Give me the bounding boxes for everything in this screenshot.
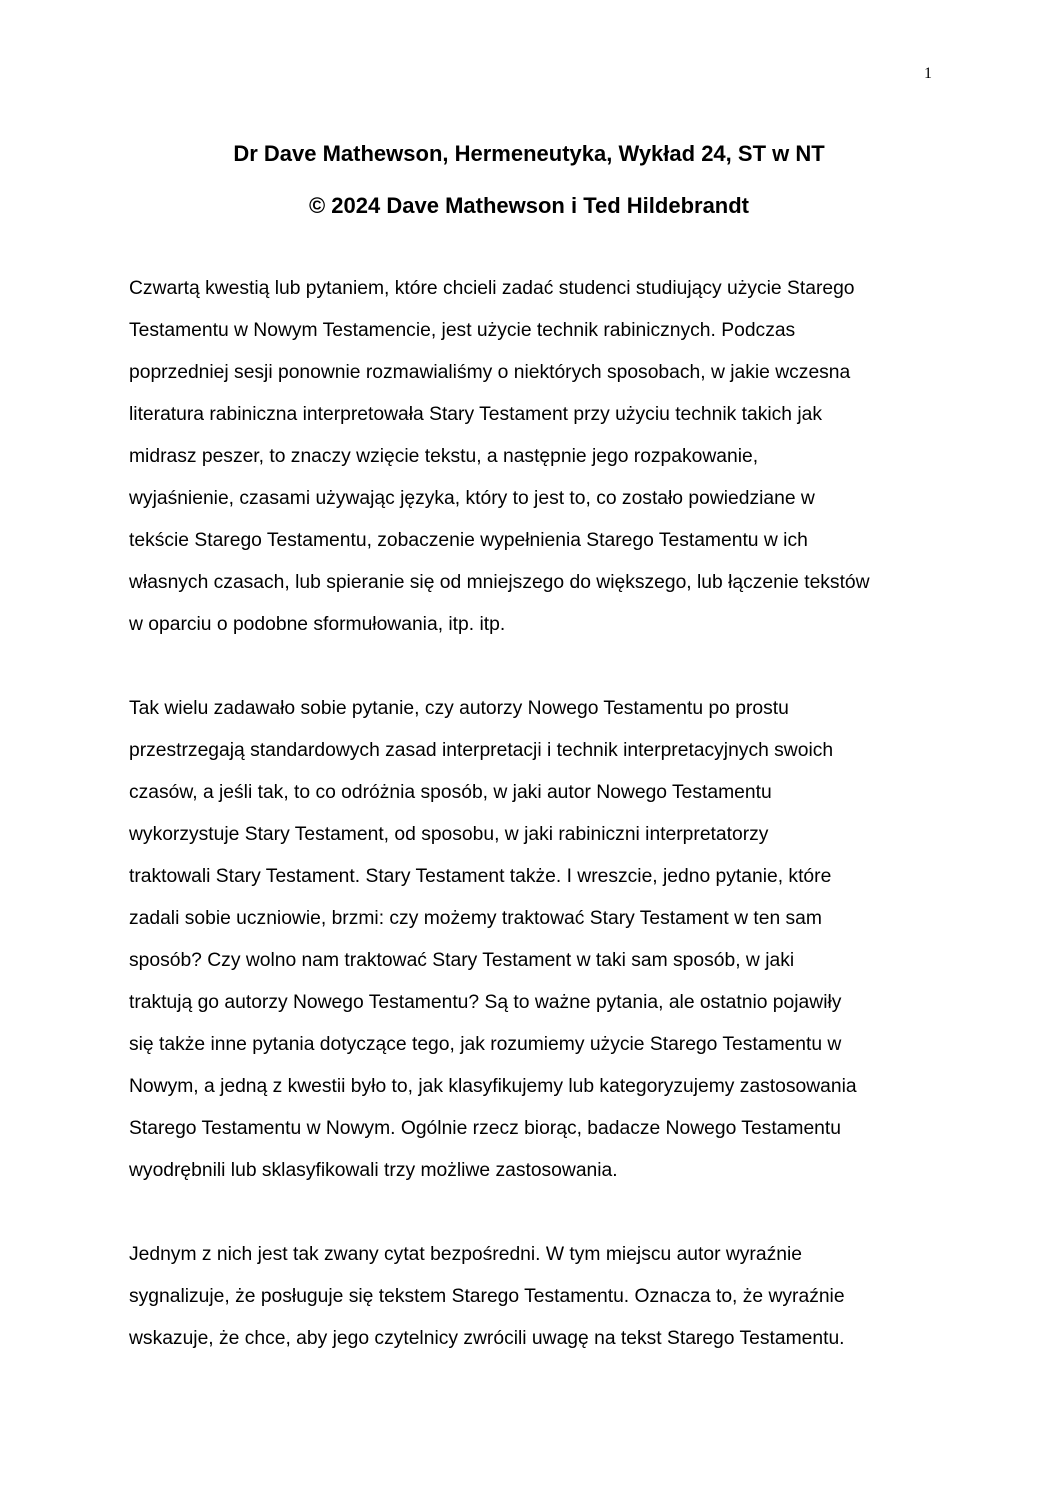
document-body — [129, 268, 935, 1402]
text-line: wykorzystuje Stary Testament, od sposobu, w jaki rabiniczni interpretatorzy — [129, 824, 769, 845]
text-line: wyjaśnienie, czasami używając języka, który to jest to, co zostało powiedziane w — [129, 488, 815, 509]
text-line: czasów, a jeśli tak, to co odróżnia sposób, w jaki autor Nowego Testamentu — [129, 782, 772, 803]
text-line: własnych czasach, lub spieranie się od mniejszego do większego, lub łączenie tekstów — [129, 572, 870, 593]
text-line: zadali sobie uczniowie, brzmi: czy możemy traktować Stary Testament w ten sam — [129, 908, 822, 929]
text-line: wskazuje, że chce, aby jego czytelnicy zwrócili uwagę na tekst Starego Testamentu. — [129, 1328, 845, 1349]
text-line: się także inne pytania dotyczące tego, jak rozumiemy użycie Starego Testamentu w — [129, 1034, 842, 1055]
paragraph-2 — [129, 688, 935, 1192]
text-line: traktują go autorzy Nowego Testamentu? Są to ważne pytania, ale ostatnio pojawiły — [129, 992, 842, 1013]
copyright-line: © 2024 Dave Mathewson i Ted Hildebrandt — [308, 193, 750, 218]
text-line: sygnalizuje, że posługuje się tekstem Starego Testamentu. Oznacza to, że wyraźnie — [129, 1286, 845, 1307]
text-line: midrasz peszer, to znaczy wzięcie tekstu, a następnie jego rozpakowanie, — [129, 446, 759, 467]
page-number: 1 — [924, 65, 932, 82]
text-line: tekście Starego Testamentu, zobaczenie wypełnienia Starego Testamentu w ich — [129, 530, 808, 551]
text-line: Starego Testamentu w Nowym. Ogólnie rzecz biorąc, badacze Nowego Testamentu — [129, 1118, 841, 1139]
document-title: Dr Dave Mathewson, Hermeneutyka, Wykład 24, ST w NT — [233, 141, 825, 166]
text-line: literatura rabiniczna interpretowała Stary Testament przy użyciu technik takich jak — [129, 404, 823, 425]
text-line: Jednym z nich jest tak zwany cytat bezpośredni. W tym miejscu autor wyraźnie — [129, 1244, 802, 1265]
document-header — [0, 128, 1058, 232]
text-line: sposób? Czy wolno nam traktować Stary Testament w taki sam sposób, w jaki — [129, 950, 795, 971]
text-line: w oparciu o podobne sformułowania, itp. itp. — [129, 614, 506, 635]
text-line: traktowali Stary Testament. Stary Testament także. I wreszcie, jedno pytanie, które — [129, 866, 832, 887]
text-line: przestrzegają standardowych zasad interpretacji i technik interpretacyjnych swoich — [129, 740, 834, 761]
text-line: Testamentu w Nowym Testamencie, jest użycie technik rabinicznych. Podczas — [129, 320, 796, 341]
text-line: poprzedniej sesji ponownie rozmawialiśmy o niektórych sposobach, w jakie wczesna — [129, 362, 851, 383]
text-line: Czwartą kwestią lub pytaniem, które chcieli zadać studenci studiujący użycie Starego — [129, 278, 855, 299]
text-line: Nowym, a jedną z kwestii było to, jak klasyfikujemy lub kategoryzujemy zastosowania — [129, 1076, 857, 1097]
paragraph-1 — [129, 268, 935, 646]
paragraph-3 — [129, 1234, 935, 1360]
text-line: Tak wielu zadawało sobie pytanie, czy autorzy Nowego Testamentu po prostu — [129, 698, 789, 719]
text-line: wyodrębnili lub sklasyfikowali trzy możliwe zastosowania. — [129, 1160, 618, 1181]
